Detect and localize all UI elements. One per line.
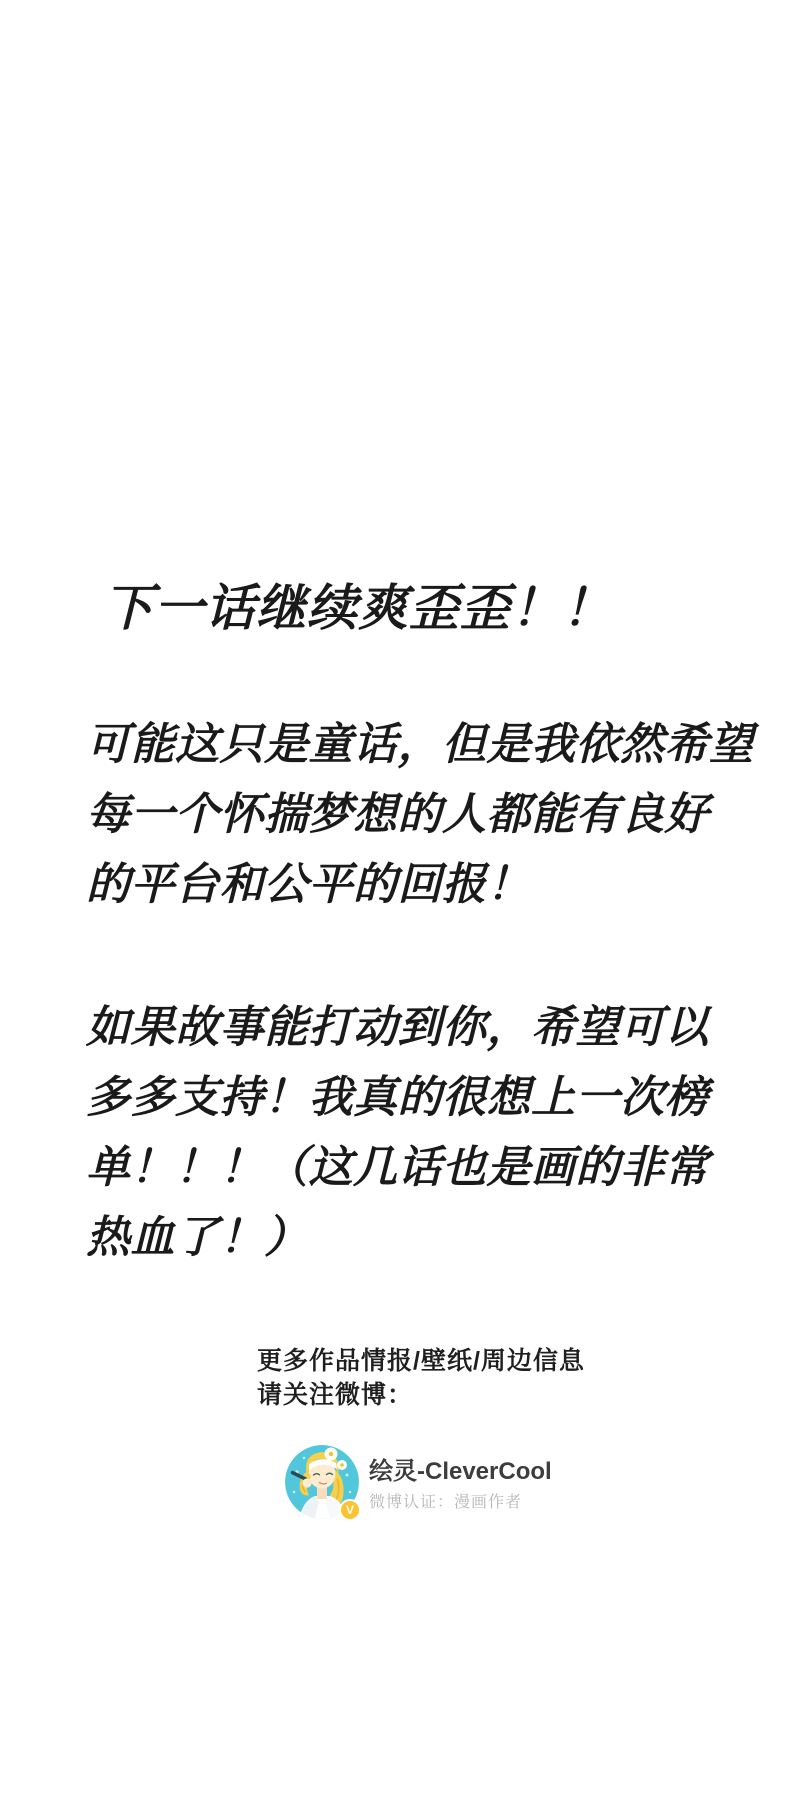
weibo-verification-text: 微博认证：漫画作者: [369, 1494, 523, 1511]
paragraph-line: 多多支持！我真的很想上一次榜: [86, 1073, 709, 1122]
paragraph-line: 每一个怀揣梦想的人都能有良好: [86, 790, 709, 839]
note-heading: 下一话继续爽歪歪！！: [103, 580, 613, 636]
verified-badge-icon: V: [339, 1499, 361, 1521]
paragraph-line: 热血了！）: [86, 1213, 309, 1262]
note-paragraph-2: [86, 993, 756, 1273]
weibo-avatar: [285, 1445, 359, 1519]
paragraph-line: 可能这只是童话，但是我依然希望: [86, 720, 754, 769]
promo-line-1: 更多作品情报/壁纸/周边信息: [257, 1347, 585, 1375]
note-paragraph-1: [86, 710, 756, 920]
promo-line-2: 请关注微博：: [257, 1381, 414, 1409]
weibo-promo-text: [257, 1344, 585, 1412]
weibo-account-name: 绘灵-CleverCool: [369, 1458, 552, 1485]
paragraph-line: 单！！！（这几话也是画的非常: [86, 1143, 709, 1192]
paragraph-line: 如果故事能打动到你，希望可以: [86, 1003, 709, 1052]
paragraph-line: 的平台和公平的回报！: [86, 860, 531, 909]
